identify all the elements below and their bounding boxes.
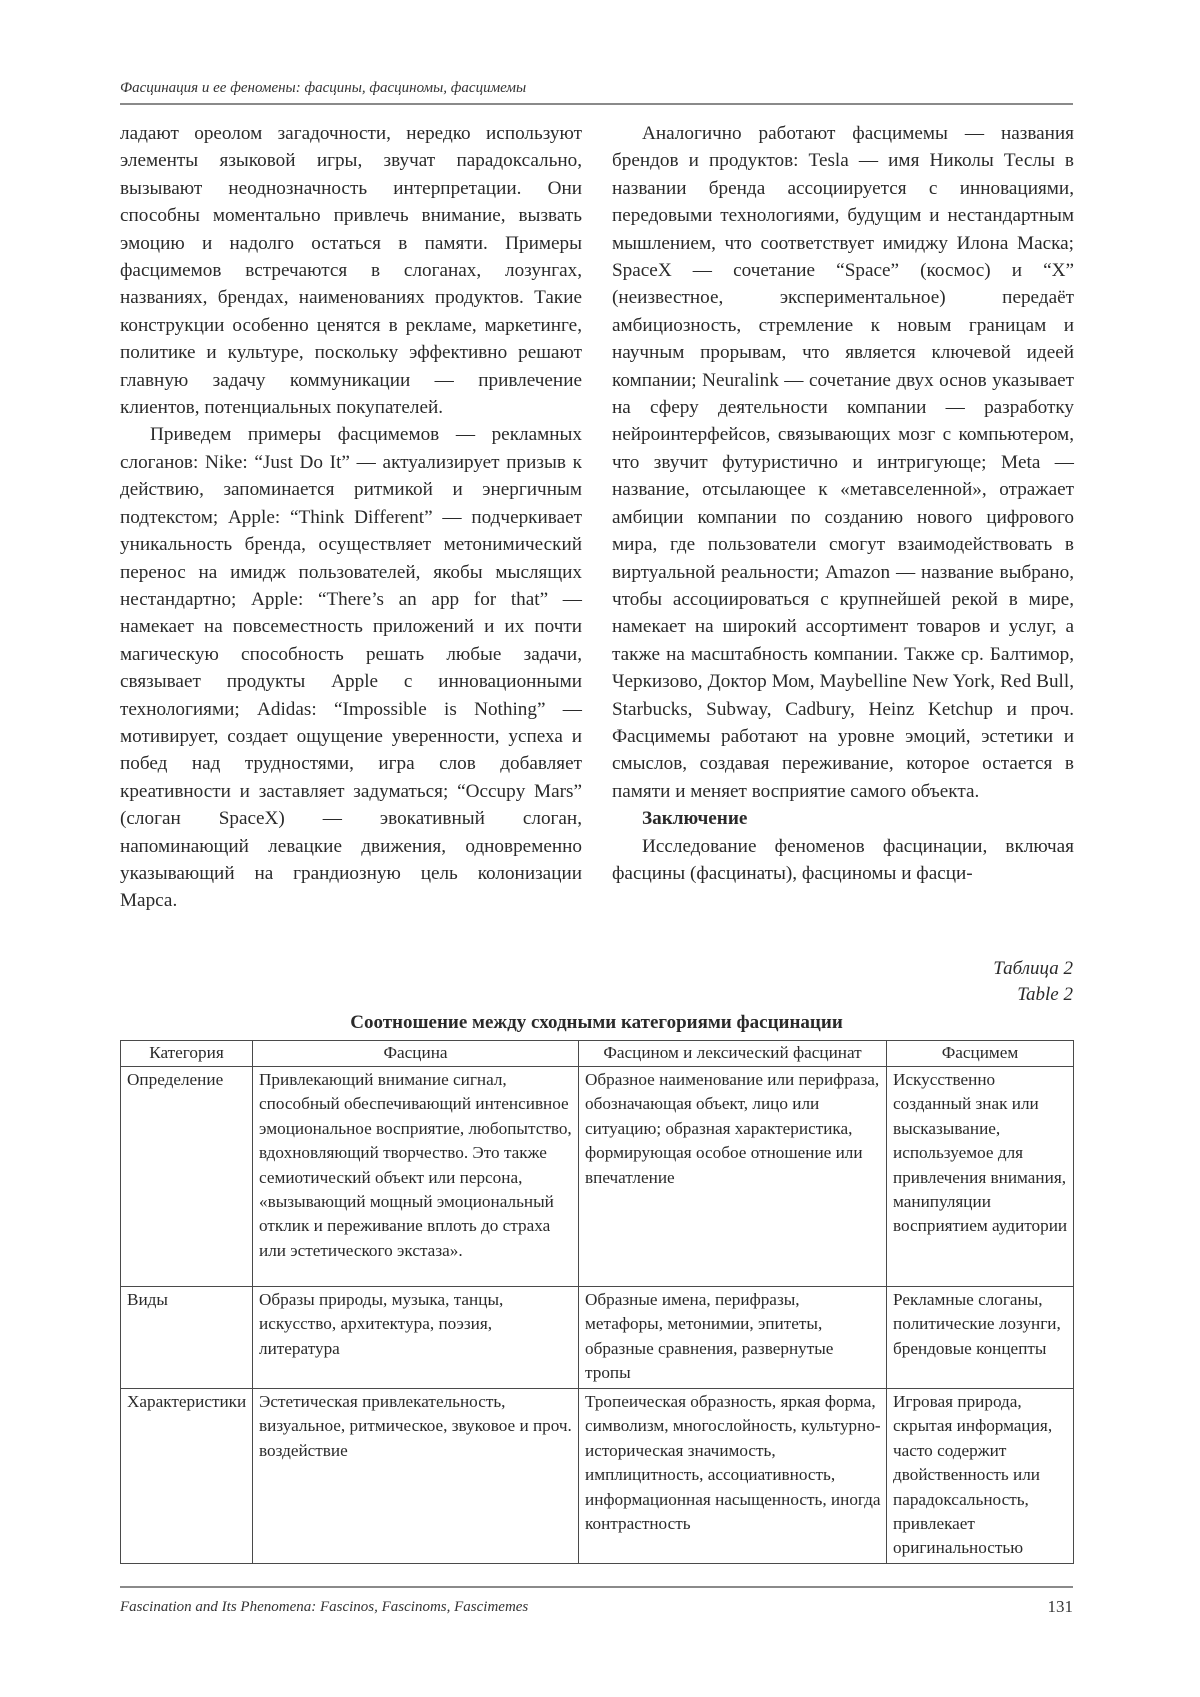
table-header-row <box>121 1041 1074 1067</box>
cell-fascimem: Искусственно созданный знак или высказывание, используемое для привлечения внимания, манипуляции восприятием аудитории <box>887 1067 1074 1287</box>
footer-rule <box>120 1586 1073 1588</box>
section-heading-conclusion: Заключение <box>642 808 748 830</box>
table-label-ru: Таблица 2 <box>993 958 1073 979</box>
header-rule <box>120 103 1073 105</box>
cell-category: Характеристики <box>121 1389 253 1564</box>
cell-fascinom: Образные имена, перифразы, метафоры, метонимии, эпитеты, образные сравнения, развернутые тропы <box>579 1287 887 1389</box>
left-column <box>120 120 582 915</box>
paragraph-slogans: Приведем примеры фасцимемов — рекламных слоганов: Nike: “Just Do It” — актуализирует призыв к действию, запоминается ритмикой и энергичным подтекстом; Apple: “Think Different” — подчеркивает уникальность бренда, осуществляет метонимический перенос на имидж пользователей, якобы мыслящих нестандартно; Apple: “There’s an app for that” — намекает на повсеместность приложений и их почти магическую способность решать любые задачи, связывает продукты Apple с инновационными технологиями; Adidas: “Impossible is Nothing” — мотивирует, создает ощущение уверенности, успеха и побед над трудностями, игра слов добавляет креативности и заставляет задуматься; “Occupy Mars” (слоган SpaceX) — эвокативный слоган, напоминающий левацкие движения, одновременно указывающий на грандиозную цель колонизации Марса. <box>120 424 582 912</box>
table-row <box>121 1287 1074 1389</box>
comparison-table <box>120 1040 1074 1564</box>
page-number: 131 <box>1047 1597 1073 1616</box>
table-title: Соотношение между сходными категориями фасцинации <box>350 1012 843 1033</box>
running-footer: Fascination and Its Phenomena: Fascinos, Fascinoms, Fascimemes <box>120 1599 529 1615</box>
column-header-fascinom: Фасцином и лексический фасцинат <box>579 1041 887 1067</box>
paragraph-conclusion: Исследование феноменов фасцинации, включая фасцины (фасцинаты), фасциномы и фасци- <box>612 835 1074 884</box>
cell-fascina: Привлекающий внимание сигнал, способный обеспечивающий интенсивное эмоциональное восприятие, любопытство, вдохновляющий творчество. Это также семиотический объект или персона, «вызывающий мощный эмоциональный отклик и переживание вплоть до страха или эстетического экстаза». <box>253 1067 579 1287</box>
cell-fascina: Эстетическая привлекательность, визуальное, ритмическое, звуковое и проч. воздействие <box>253 1389 579 1564</box>
cell-fascinom: Образное наименование или перифраза, обозначающая объект, лицо или ситуацию; образная характеристика, формирующая особое отношение или впечатление <box>579 1067 887 1287</box>
column-header-fascina: Фасцина <box>253 1041 579 1067</box>
cell-category: Виды <box>121 1287 253 1389</box>
cell-fascina: Образы природы, музыка, танцы, искусство, архитектура, поэзия, литература <box>253 1287 579 1389</box>
column-header-fascimem: Фасцимем <box>887 1041 1074 1067</box>
running-header: Фасцинация и ее феномены: фасцины, фасциномы, фасцимемы <box>120 80 527 96</box>
table-row <box>121 1067 1074 1287</box>
column-header-category: Категория <box>121 1041 253 1067</box>
table-label-en: Table 2 <box>1017 984 1073 1005</box>
paragraph-brand-names: Аналогично работают фасцимемы — названия брендов и продуктов: Tesla — имя Николы Теслы в названии бренда ассоциируется с инновациями, передовыми технологиями, будущим и нестандартным мышлением, что соответствует имиджу Илона Маска; SpaceX — сочетание “Space” (космос) и “X” (неизвестное, экспериментальное) передаёт амбициозность, стремление к новым границам и научным прорывам, что является ключевой идеей компании; Neuralink — сочетание двух основ указывает на сферу деятельности компании — разработку нейроинтерфейсов, связывающих мозг с компьютером, что звучит футуристично и интригующе; Meta — название, отсылающее к «метавселенной», отражает амбиции компании по созданию нового цифрового мира, где пользователи смогут взаимодействовать в виртуальной реальности; Amazon — название выбрано, чтобы ассоциироваться с крупнейшей рекой в мире, намекает на широкий ассортимент товаров и услуг, а также на масштабность компании. Также ср. Балтимор, Черкизово, Доктор Мом, Maybelline New York, Red Bull, Starbucks, Subway, Cadbury, Heinz Ketchup и проч. Фасцимемы работают на уровне эмоций, эстетики и смыслов, создавая переживание, которое остается в памяти и меняет восприятие самого объекта. <box>612 123 1074 802</box>
table-row <box>121 1389 1074 1564</box>
cell-fascinom: Тропеическая образность, яркая форма, символизм, многослойность, культурно-историческая значимость, имплицитность, ассоциативность, информационная насыщенность, иногда контрастность <box>579 1389 887 1564</box>
right-column <box>612 120 1074 887</box>
cell-category: Определение <box>121 1067 253 1287</box>
cell-fascimem: Игровая природа, скрытая информация, часто содержит двойственность или парадоксальность, привлекает оригинальностью <box>887 1389 1074 1564</box>
paragraph-continued: ладают ореолом загадочности, нередко используют элементы языковой игры, звучат парадоксально, вызывают неоднозначность интерпретации. Они способны моментально привлечь внимание, вызвать эмоцию и надолго остаться в памяти. Примеры фасцимемов встречаются в слоганах, лозунгах, названиях, брендах, наименованиях продуктов. Такие конструкции особенно ценятся в рекламе, маркетинге, политике и культуре, поскольку эффективно решают главную задачу коммуникации — привлечение клиентов, потенциальных покупателей. <box>120 123 582 419</box>
cell-fascimem: Рекламные слоганы, политические лозунги, брендовые концепты <box>887 1287 1074 1389</box>
